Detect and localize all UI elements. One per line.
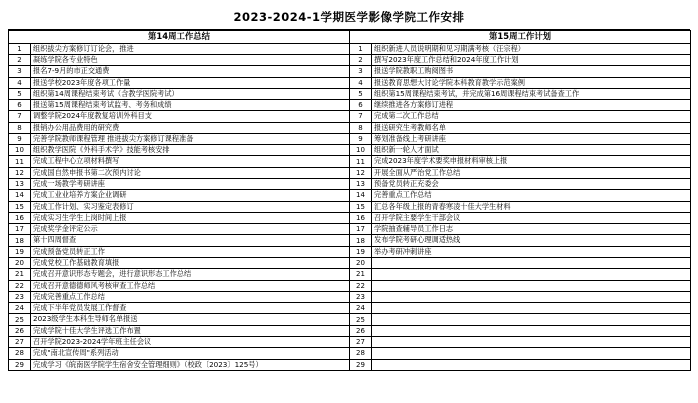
summary-row-text: 第十四周督查 <box>31 235 350 246</box>
plan-row-number: 29 <box>350 359 372 370</box>
summary-row-text: 报销办公用品费用的研究费 <box>31 122 350 133</box>
plan-row-number: 2 <box>350 54 372 65</box>
summary-row-number: 18 <box>9 235 31 246</box>
table-row <box>9 122 691 133</box>
summary-row-text: 完成实习生学生上岗时间上报 <box>31 212 350 223</box>
summary-row-text: 完成奖学金评定公示 <box>31 224 350 235</box>
summary-row-text: 完成工程中心立项材料撰写 <box>31 156 350 167</box>
summary-row-number: 7 <box>9 111 31 122</box>
plan-row-text: 汇总各年级上报的青春寒凌十佳大学生材料 <box>372 201 691 212</box>
plan-row-number: 12 <box>350 167 372 178</box>
table-row <box>9 133 691 144</box>
summary-row-text: 完成召开意德德师风考核审查工作总结 <box>31 280 350 291</box>
plan-row-text <box>372 303 691 314</box>
table-row <box>9 54 691 65</box>
plan-row-text: 召开学院主要学生干部会议 <box>372 212 691 223</box>
plan-row-text <box>372 336 691 347</box>
summary-row-number: 9 <box>9 133 31 144</box>
table-row <box>9 66 691 77</box>
plan-row-text: 学院抽查辅导员工作日志 <box>372 224 691 235</box>
plan-row-number: 5 <box>350 88 372 99</box>
plan-row-text <box>372 258 691 269</box>
table-row <box>9 280 691 291</box>
plan-row-text <box>372 348 691 359</box>
plan-row-number: 7 <box>350 111 372 122</box>
plan-row-text: 报送研究生考教师名单 <box>372 122 691 133</box>
plan-row-number: 24 <box>350 303 372 314</box>
table-row <box>9 43 691 54</box>
summary-row-number: 21 <box>9 269 31 280</box>
column-header-plan: 第15周工作计划 <box>350 31 691 44</box>
summary-row-text: 报送第15周课程结束考试监考、考务和成绩 <box>31 100 350 111</box>
summary-row-number: 17 <box>9 224 31 235</box>
summary-row-text: 组织第14周课程结束考试（含教学医院考试） <box>31 88 350 99</box>
summary-row-text: 组织拔尖方案修订订论会，推进 <box>31 43 350 54</box>
plan-row-number: 25 <box>350 314 372 325</box>
plan-row-text <box>372 269 691 280</box>
plan-row-number: 9 <box>350 133 372 144</box>
column-header-summary: 第14周工作总结 <box>9 31 350 44</box>
plan-row-number: 10 <box>350 145 372 156</box>
summary-row-number: 11 <box>9 156 31 167</box>
summary-row-number: 20 <box>9 258 31 269</box>
table-row <box>9 145 691 156</box>
summary-row-number: 24 <box>9 303 31 314</box>
summary-row-text: 完成完善重点工作总结 <box>31 291 350 302</box>
plan-row-text: 筹划准备线上考研讲座 <box>372 133 691 144</box>
summary-row-number: 14 <box>9 190 31 201</box>
summary-row-text: 凝练学院各专业特色 <box>31 54 350 65</box>
plan-row-number: 4 <box>350 77 372 88</box>
plan-row-number: 26 <box>350 325 372 336</box>
table-row <box>9 111 691 122</box>
summary-row-text: 完成下半年党员发展工作督查 <box>31 303 350 314</box>
table-row <box>9 201 691 212</box>
summary-row-number: 13 <box>9 179 31 190</box>
summary-row-text: 完善学院教师课程管理 推进拔尖方案修订课程准备 <box>31 133 350 144</box>
table-row <box>9 212 691 223</box>
plan-row-number: 18 <box>350 235 372 246</box>
summary-row-number: 19 <box>9 246 31 257</box>
table-row <box>9 235 691 246</box>
plan-row-text <box>372 280 691 291</box>
table-row <box>9 224 691 235</box>
summary-row-text: 报名7-9月的市正交通费 <box>31 66 350 77</box>
summary-row-text: 完成召开意识形态专题会，进行意识形态工作总结 <box>31 269 350 280</box>
summary-row-number: 10 <box>9 145 31 156</box>
summary-row-text: 完成党校工作基础教育填报 <box>31 258 350 269</box>
summary-row-number: 5 <box>9 88 31 99</box>
plan-row-text: 开展全面从严治党工作总结 <box>372 167 691 178</box>
plan-row-text: 组织新一轮人才面试 <box>372 145 691 156</box>
plan-row-text <box>372 314 691 325</box>
summary-row-number: 12 <box>9 167 31 178</box>
summary-row-number: 23 <box>9 291 31 302</box>
summary-row-number: 25 <box>9 314 31 325</box>
summary-row-number: 22 <box>9 280 31 291</box>
table-row <box>9 325 691 336</box>
plan-row-number: 28 <box>350 348 372 359</box>
plan-row-number: 6 <box>350 100 372 111</box>
summary-row-number: 16 <box>9 212 31 223</box>
summary-row-number: 2 <box>9 54 31 65</box>
summary-row-number: 27 <box>9 336 31 347</box>
summary-row-text: 召开学院2023-2024学年班主任会议 <box>31 336 350 347</box>
plan-row-text: 组织新进人员说明期和见习期满考核（汪宗程） <box>372 43 691 54</box>
summary-row-text: 报送学校2023年度各项工作量 <box>31 77 350 88</box>
page-title: 2023-2024-1学期医学影像学院工作安排 <box>8 6 690 30</box>
summary-row-number: 1 <box>9 43 31 54</box>
summary-row-number: 3 <box>9 66 31 77</box>
table-row <box>9 258 691 269</box>
plan-row-text: 继续推进各方案修订进程 <box>372 100 691 111</box>
table-row <box>9 291 691 302</box>
table-row <box>9 359 691 370</box>
summary-row-text: 调整学院2024年度教复培训外科目支 <box>31 111 350 122</box>
summary-row-number: 28 <box>9 348 31 359</box>
plan-row-number: 19 <box>350 246 372 257</box>
table-row <box>9 246 691 257</box>
plan-row-text: 撰写2023年度工作总结和2024年度工作计划 <box>372 54 691 65</box>
plan-row-text: 完善重点工作总结 <box>372 190 691 201</box>
summary-row-text: 完成工业业培养方案企业调研 <box>31 190 350 201</box>
plan-row-number: 16 <box>350 212 372 223</box>
plan-row-number: 13 <box>350 179 372 190</box>
table-row <box>9 88 691 99</box>
summary-row-number: 15 <box>9 201 31 212</box>
table-row <box>9 100 691 111</box>
summary-row-number: 8 <box>9 122 31 133</box>
summary-row-text: 完成国自然申报书第二次预内讨论 <box>31 167 350 178</box>
plan-row-number: 8 <box>350 122 372 133</box>
table-row <box>9 314 691 325</box>
plan-row-number: 14 <box>350 190 372 201</box>
table-row <box>9 156 691 167</box>
plan-row-text: 报送教育思想大讨论学院本科教育教学示范案例 <box>372 77 691 88</box>
summary-row-text: 2023级学生本科生导师名单报送 <box>31 314 350 325</box>
plan-row-number: 27 <box>350 336 372 347</box>
table-row <box>9 269 691 280</box>
plan-row-text: 发布学院考研心理调适热线 <box>372 235 691 246</box>
plan-row-number: 22 <box>350 280 372 291</box>
plan-row-text <box>372 325 691 336</box>
summary-row-text: 完成一场教学考研讲座 <box>31 179 350 190</box>
plan-row-text <box>372 359 691 370</box>
table-row <box>9 77 691 88</box>
summary-row-text: 完成工作计划、实习鉴定表修订 <box>31 201 350 212</box>
table-row <box>9 303 691 314</box>
table-row <box>9 167 691 178</box>
plan-row-text: 完成2023年度学术要奖申报材料审核上报 <box>372 156 691 167</box>
plan-row-number: 11 <box>350 156 372 167</box>
plan-row-number: 1 <box>350 43 372 54</box>
plan-row-text <box>372 291 691 302</box>
table-row <box>9 348 691 359</box>
summary-row-text: 完成学习《皖南医学院学生宿舍安全管理细则》（校政〔2023〕125号） <box>31 359 350 370</box>
plan-row-text: 报送学院教职工购阅图书 <box>372 66 691 77</box>
summary-row-text: 组织教学医院《外科手术学》技能考核安排 <box>31 145 350 156</box>
summary-row-number: 26 <box>9 325 31 336</box>
plan-row-text: 完成第二次工作总结 <box>372 111 691 122</box>
plan-row-text: 举办考研冲刺讲座 <box>372 246 691 257</box>
plan-row-number: 23 <box>350 291 372 302</box>
plan-row-number: 21 <box>350 269 372 280</box>
plan-row-text: 组织第15周课程结束考试，并完成第16周课程结束考试备查工作 <box>372 88 691 99</box>
plan-row-number: 3 <box>350 66 372 77</box>
plan-row-text: 预备党员转正充委会 <box>372 179 691 190</box>
plan-row-number: 20 <box>350 258 372 269</box>
summary-row-text: 完成学院十佳大学生评选工作布置 <box>31 325 350 336</box>
work-schedule-table <box>8 30 691 371</box>
summary-row-number: 6 <box>9 100 31 111</box>
table-row <box>9 190 691 201</box>
summary-row-text: 完成"南北宣传周"系列活动 <box>31 348 350 359</box>
plan-row-number: 15 <box>350 201 372 212</box>
plan-row-number: 17 <box>350 224 372 235</box>
summary-row-number: 29 <box>9 359 31 370</box>
summary-row-number: 4 <box>9 77 31 88</box>
table-row <box>9 179 691 190</box>
summary-row-text: 完成预备党员转正工作 <box>31 246 350 257</box>
table-header-row <box>9 31 691 44</box>
table-row <box>9 336 691 347</box>
